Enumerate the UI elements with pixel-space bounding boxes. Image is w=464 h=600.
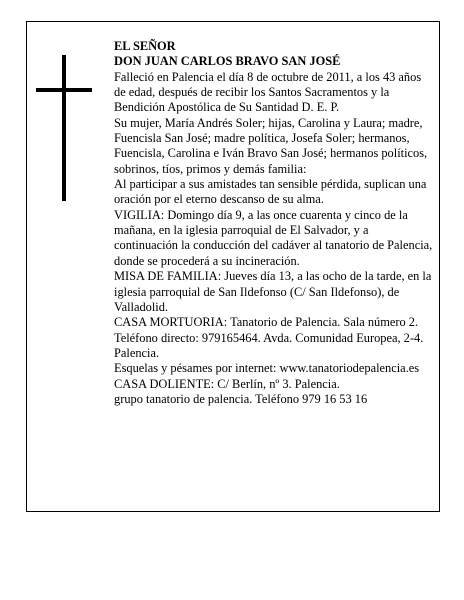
obituary-text (114, 39, 434, 407)
vigil-details: VIGILIA: Domingo día 9, a las once cuarenta y cinco de la mañana, en la iglesia parroquial de El Salvador, y a continuación la conducción del cadáver al tanatorio de Palencia, donde se procederá a su incineración. (114, 207, 433, 268)
funeral-home-details: CASA MORTUORIA: Tanatorio de Palencia. Sala número 2. Teléfono directo: 979165464. Avda. Comunidad Europea, 2-4. Palencia. (114, 315, 424, 360)
family-list: Su mujer, María Andrés Soler; hijas, Carolina y Laura; madre, Fuencisla San José; madre política, Josefa Soler; hermanos, Fuencisla, Carolina e Iván Bravo San José; hermanos políticos, sobrinos, tíos, primos y demás familia: (114, 115, 428, 176)
online-condolences: Esquelas y pésames por internet: www.tanatoriodepalencia.es (114, 361, 420, 376)
cross-horizontal-bar (36, 88, 92, 92)
cross-vertical-bar (62, 55, 66, 201)
prayer-request: Al participar a sus amistades tan sensible pérdida, suplican una oración por el eterno descanso de su alma. (114, 177, 427, 207)
funeral-group-contact: grupo tanatorio de palencia. Teléfono 979 16 53 16 (114, 391, 368, 406)
family-home-address: CASA DOLIENTE: C/ Berlín, nº 3. Palencia. (114, 376, 340, 391)
deceased-name: DON JUAN CARLOS BRAVO SAN JOSÉ (114, 54, 341, 69)
family-mass-details: MISA DE FAMILIA: Jueves día 13, a las ocho de la tarde, en la iglesia parroquial de San Ildefonso (C/ San Ildefonso), de Valladolid. (114, 269, 432, 314)
deceased-title: EL SEÑOR (114, 39, 176, 53)
death-announcement: Falleció en Palencia el día 8 de octubre de 2011, a los 43 años de edad, después de recibir los Santos Sacramentos y la Bendición Apostólica de Su Santidad D. E. P. (114, 69, 422, 115)
latin-cross-icon (36, 55, 92, 201)
